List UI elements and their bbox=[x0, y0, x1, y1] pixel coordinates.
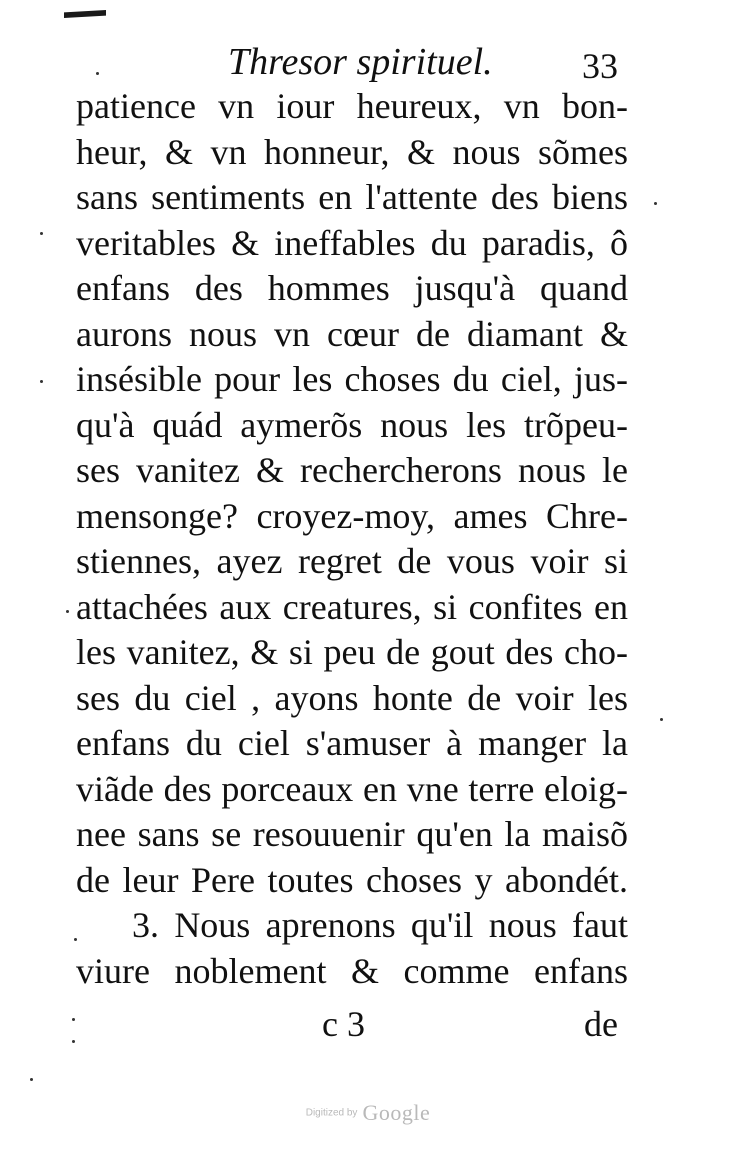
text-line: aurons nous vn cœur de diamant & bbox=[76, 313, 628, 354]
page-foot bbox=[0, 1000, 736, 1050]
text-line: nee sans se resouuenir qu'en la maisõ bbox=[76, 814, 628, 854]
ink-speck bbox=[40, 380, 43, 383]
ink-speck bbox=[96, 72, 99, 75]
text-line: les vanitez, & si peu de gout des cho- bbox=[76, 632, 628, 672]
ink-speck bbox=[72, 1018, 75, 1021]
watermark-brand: Google bbox=[362, 1100, 431, 1125]
ink-speck bbox=[74, 938, 77, 941]
ink-speck bbox=[654, 202, 657, 205]
page-number: 33 bbox=[582, 46, 618, 86]
running-title: Thresor spirituel. bbox=[228, 41, 493, 83]
ink-speck bbox=[660, 718, 663, 721]
text-line: viure noblement & comme enfans bbox=[76, 950, 628, 991]
text-line: veritables & ineffables du paradis, ô bbox=[76, 222, 628, 263]
body-text bbox=[76, 84, 628, 994]
text-line: enfans du ciel s'amuser à manger la bbox=[76, 723, 628, 763]
catchword: de bbox=[584, 1004, 618, 1044]
text-line: ses vanitez & rechercherons nous le bbox=[76, 450, 628, 490]
text-line: mensonge? croyez-moy, ames Chre- bbox=[76, 495, 628, 536]
watermark-prefix: Digitized by bbox=[305, 1107, 358, 1119]
text-line: qu'à quád aymerõs nous les trõpeu- bbox=[76, 404, 628, 445]
text-line: patience vn iour heureux, vn bon- bbox=[76, 86, 628, 126]
ink-speck bbox=[30, 1078, 33, 1081]
digitization-watermark bbox=[0, 1100, 736, 1126]
ink-speck bbox=[66, 610, 69, 613]
ink-speck bbox=[72, 1040, 75, 1043]
text-line: de leur Pere toutes choses y abondét. bbox=[76, 859, 628, 900]
running-head bbox=[0, 38, 736, 88]
text-line: insésible pour les choses du ciel, jus- bbox=[76, 359, 628, 399]
text-line: enfans des hommes jusqu'à quand bbox=[76, 268, 628, 308]
text-line: sans sentiments en l'attente des biens bbox=[76, 177, 628, 217]
text-line: attachées aux creatures, si confites en bbox=[76, 586, 628, 627]
text-line: heur, & vn honneur, & nous sõmes bbox=[76, 131, 628, 172]
text-line-paragraph-start: 3. Nous aprenons qu'il nous faut bbox=[132, 905, 628, 945]
text-line: ses du ciel , ayons honte de voir les bbox=[76, 677, 628, 718]
text-line: stiennes, ayez regret de vous voir si bbox=[76, 541, 628, 581]
ink-speck bbox=[40, 232, 43, 235]
corner-ink-mark bbox=[64, 10, 106, 18]
text-line: viãde des porceaux en vne terre eloig- bbox=[76, 768, 628, 809]
signature-mark: c 3 bbox=[322, 1004, 365, 1044]
